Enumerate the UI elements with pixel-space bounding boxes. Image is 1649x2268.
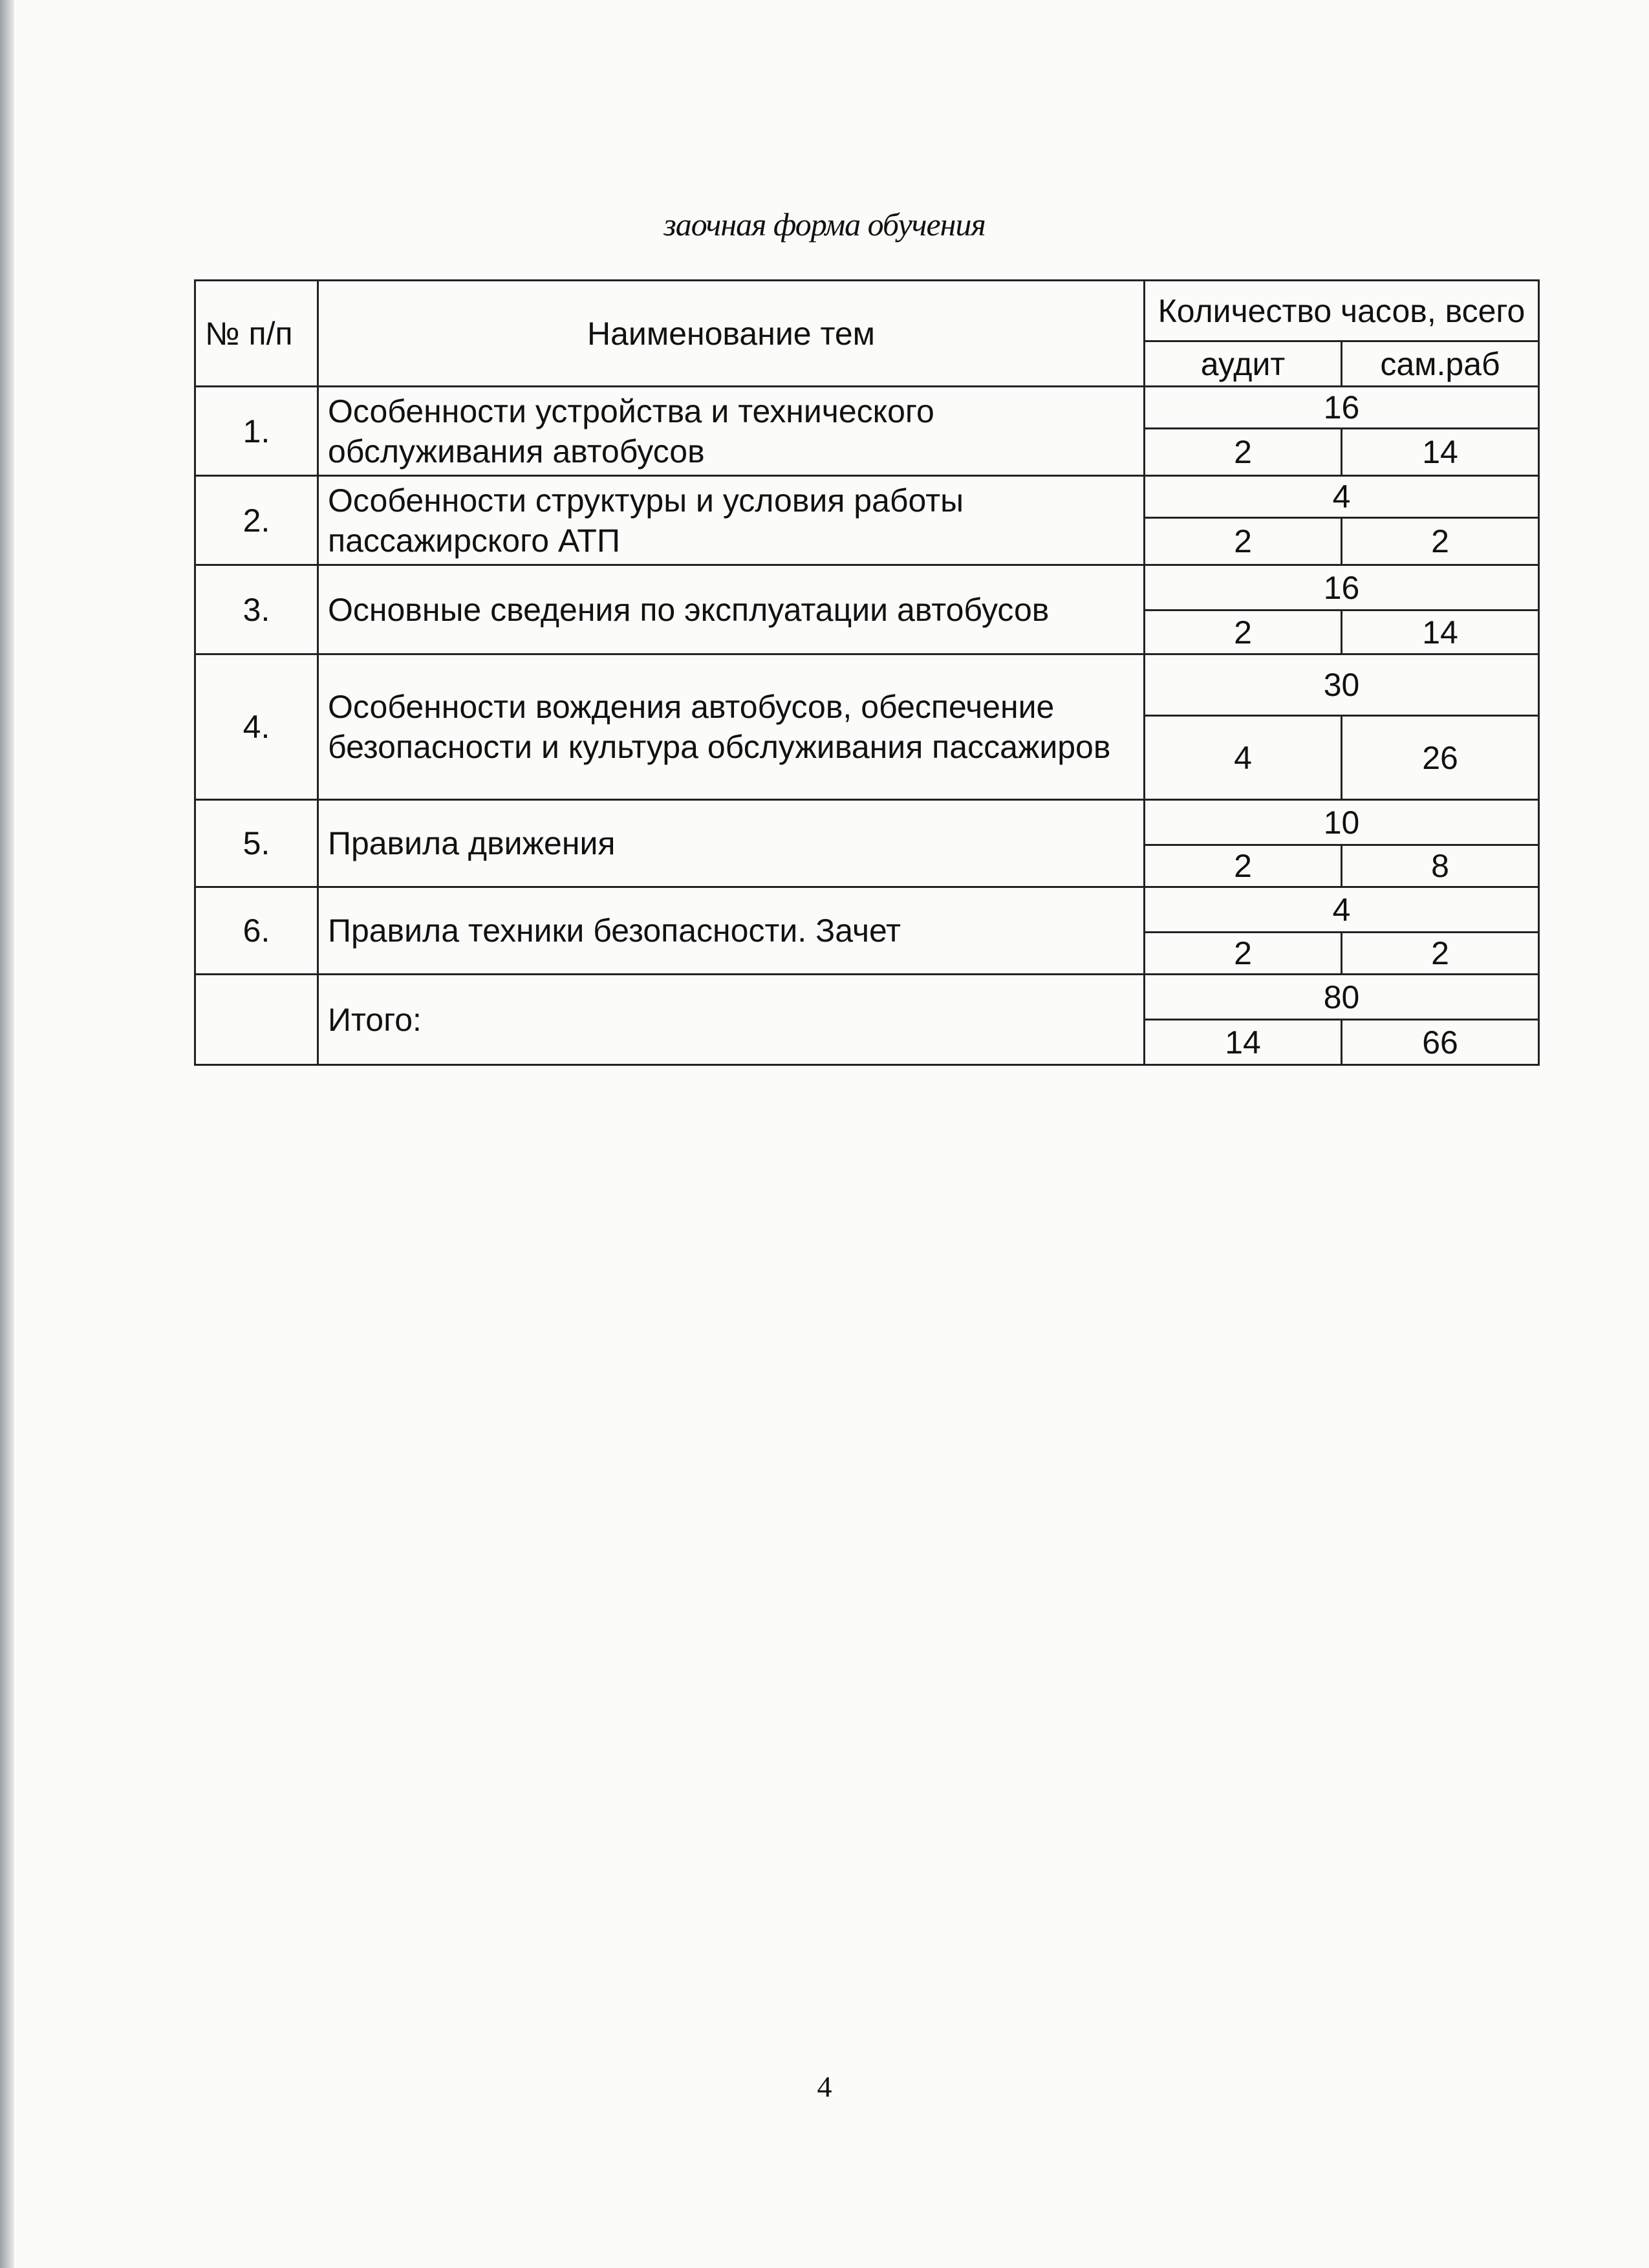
row-total-hours: 16 bbox=[1145, 387, 1539, 429]
table-row bbox=[195, 887, 1539, 933]
table-row bbox=[195, 565, 1539, 610]
row-self-hours: 14 bbox=[1342, 429, 1539, 476]
table-row bbox=[195, 476, 1539, 518]
row-number: 3. bbox=[195, 565, 318, 654]
page-number: 4 bbox=[817, 2070, 832, 2103]
table-header-row bbox=[195, 281, 1539, 341]
row-total-hours: 10 bbox=[1145, 800, 1539, 845]
row-self-hours: 14 bbox=[1342, 610, 1539, 654]
study-plan-table bbox=[194, 279, 1540, 1066]
row-audit-hours: 2 bbox=[1145, 845, 1342, 887]
header-topic: Наименование тем bbox=[318, 281, 1145, 387]
total-label: Итого: bbox=[318, 975, 1145, 1065]
row-audit-hours: 2 bbox=[1145, 610, 1342, 654]
row-topic: Особенности структуры и условия работы пассажирского АТП bbox=[318, 476, 1145, 565]
total-self-hours: 66 bbox=[1342, 1020, 1539, 1065]
row-audit-hours: 4 bbox=[1145, 716, 1342, 800]
row-total-hours: 4 bbox=[1145, 476, 1539, 518]
total-row-number bbox=[195, 975, 318, 1065]
row-total-hours: 16 bbox=[1145, 565, 1539, 610]
row-number: 4. bbox=[195, 654, 318, 800]
form-title: заочная форма обучения bbox=[663, 206, 986, 243]
row-self-hours: 2 bbox=[1342, 518, 1539, 565]
header-self-study: сам.раб bbox=[1342, 341, 1539, 387]
table-row bbox=[195, 387, 1539, 429]
row-number: 1. bbox=[195, 387, 318, 476]
total-audit-hours: 14 bbox=[1145, 1020, 1342, 1065]
total-hours: 80 bbox=[1145, 975, 1539, 1020]
header-hours-total: Количество часов, всего bbox=[1145, 281, 1539, 341]
row-audit-hours: 2 bbox=[1145, 429, 1342, 476]
row-self-hours: 26 bbox=[1342, 716, 1539, 800]
row-total-hours: 4 bbox=[1145, 887, 1539, 933]
table-row bbox=[195, 654, 1539, 716]
scan-page-edge bbox=[0, 0, 14, 2268]
row-number: 5. bbox=[195, 800, 318, 887]
row-number: 2. bbox=[195, 476, 318, 565]
row-number: 6. bbox=[195, 887, 318, 975]
row-self-hours: 2 bbox=[1342, 933, 1539, 975]
row-topic: Правила движения bbox=[318, 800, 1145, 887]
row-total-hours: 30 bbox=[1145, 654, 1539, 716]
row-topic: Особенности вождения автобусов, обеспечение безопасности и культура обслуживания пассажиров bbox=[318, 654, 1145, 800]
row-audit-hours: 2 bbox=[1145, 933, 1342, 975]
table-row bbox=[195, 800, 1539, 845]
table-total-row bbox=[195, 975, 1539, 1020]
row-topic: Правила техники безопасности. Зачет bbox=[318, 887, 1145, 975]
row-topic: Основные сведения по эксплуатации автобусов bbox=[318, 565, 1145, 654]
row-topic: Особенности устройства и технического обслуживания автобусов bbox=[318, 387, 1145, 476]
row-self-hours: 8 bbox=[1342, 845, 1539, 887]
header-audit: аудит bbox=[1145, 341, 1342, 387]
row-audit-hours: 2 bbox=[1145, 518, 1342, 565]
header-number: № п/п bbox=[195, 281, 318, 387]
